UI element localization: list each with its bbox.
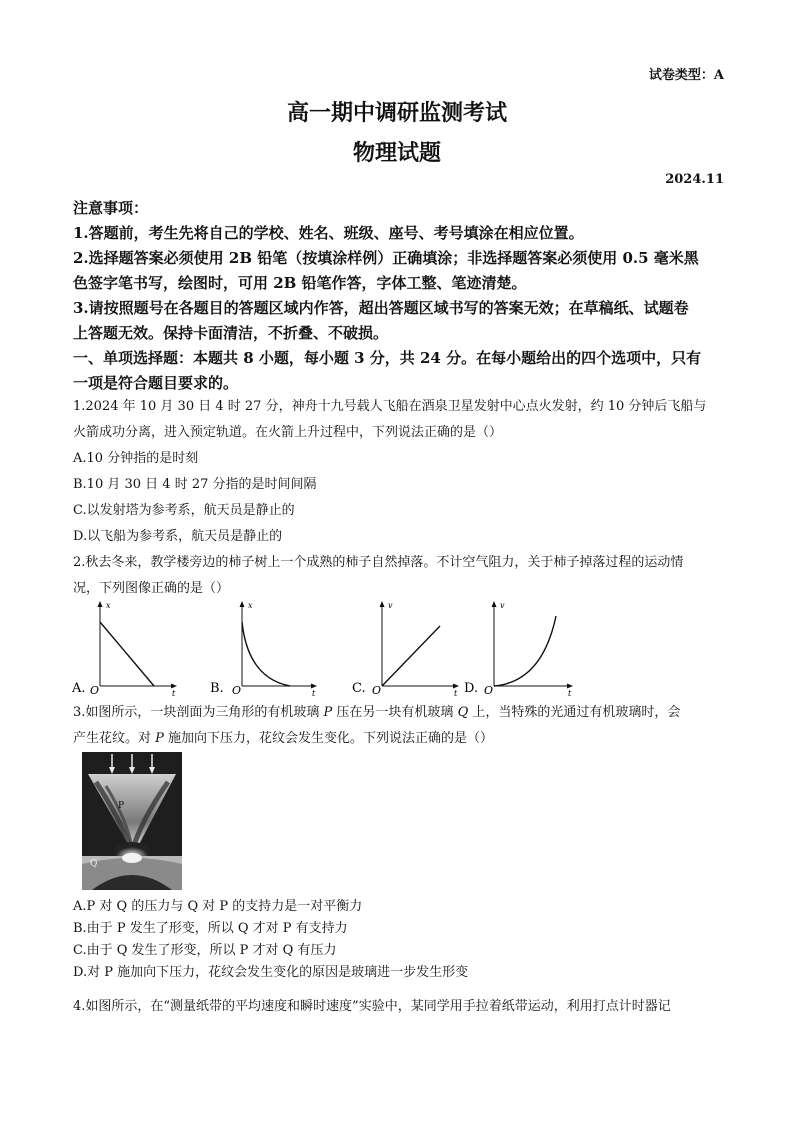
graph-label: D. <box>464 681 479 696</box>
graph-d <box>464 598 580 698</box>
graph-curve <box>242 622 290 686</box>
graph-curve <box>494 616 556 686</box>
graph-label: B. <box>210 681 224 696</box>
question-text: 1.2024 年 10 月 30 日 4 时 27 分，神舟十九号载人飞船在酒泉卫星发射中心点火发射，约 10 分钟后飞船与 <box>73 399 707 414</box>
question-text: 产生花纹。对 P 施加向下压力，花纹会发生变化。下列说法正确的是（） <box>73 731 494 746</box>
subject-title: 物理试题 <box>352 140 441 166</box>
notice-item: 3.请按照题号在各题目的答题区域内作答，超出答题区域书写的答案无效；在草稿纸、试题卷 <box>73 299 689 317</box>
option-c: C.由于 Q 发生了形变，所以 P 才对 Q 有压力 <box>73 943 337 958</box>
origin-label: O <box>232 684 242 697</box>
graph-curve <box>382 626 440 686</box>
notice-section <box>73 196 723 396</box>
option-b: B.由于 P 发生了形变，所以 Q 才对 P 有支持力 <box>73 921 348 936</box>
axis-y-label: v <box>500 601 505 610</box>
graph-a <box>72 598 182 698</box>
axis-x-label: t <box>312 689 316 698</box>
question-3 <box>73 700 723 752</box>
axis-x-label: t <box>172 689 176 698</box>
axis-y-label: x <box>106 601 111 610</box>
exam-title: 高一期中调研监测考试 <box>286 100 507 126</box>
photoelastic-photo <box>82 752 182 890</box>
exam-date: 2024.11 <box>665 172 724 187</box>
origin-label: O <box>90 684 100 697</box>
question-3-options <box>73 896 468 984</box>
section-heading-cont: 一项是符合题目要求的。 <box>73 374 239 392</box>
question-text: 4.如图所示，在“测量纸带的平均速度和瞬时速度”实验中，某同学用手拉着纸带运动，利用打点计时器记 <box>73 999 671 1014</box>
question-1 <box>73 394 723 550</box>
notice-heading: 注意事项： <box>73 199 149 217</box>
option-a: A.10 分钟指的是时刻 <box>73 451 199 466</box>
option-c: C.以发射塔为参考系，航天员是静止的 <box>73 503 295 518</box>
paper-type: 试卷类型：A <box>648 68 724 83</box>
option-d: D.对 P 施加向下压力，花纹会发生变化的原因是玻璃进一步发生形变 <box>73 965 469 980</box>
section-heading: 一、单项选择题：本题共 8 小题，每小题 3 分，共 24 分。在每小题给出的四个选项中，只有 <box>73 349 702 367</box>
photo-label-q: Q <box>90 859 98 869</box>
question-text: 3.如图所示，一块剖面为三角形的有机玻璃 P 压在另一块有机玻璃 Q 上，当特殊的光通过有机玻璃时，会 <box>73 705 681 720</box>
axis-x-label: t <box>568 689 572 698</box>
graph-label: C. <box>352 681 366 696</box>
graph-curve <box>100 622 154 686</box>
origin-label: O <box>372 684 382 697</box>
option-d: D.以飞船为参考系，航天员是静止的 <box>73 529 283 544</box>
question-text: 2.秋去冬来，教学楼旁边的柿子树上一个成熟的柿子自然掉落。不计空气阻力，关于柿子掉落过程的运动情 <box>73 555 684 570</box>
axis-y-label: v <box>388 601 393 610</box>
axis-x-label: t <box>454 689 458 698</box>
notice-item: 1.答题前，考生先将自己的学校、姓名、班级、座号、考号填涂在相应位置。 <box>73 224 584 242</box>
graph-b <box>210 598 320 698</box>
option-b: B.10 月 30 日 4 时 27 分指的是时间间隔 <box>73 477 317 492</box>
photo-label-p: P <box>118 801 125 811</box>
question-text: 火箭成功分离，进入预定轨道。在火箭上升过程中，下列说法正确的是（） <box>73 425 503 440</box>
option-a: A.P 对 Q 的压力与 Q 对 P 的支持力是一对平衡力 <box>73 899 363 914</box>
notice-item: 上答题无效。保持卡面清洁，不折叠、不破损。 <box>73 324 389 342</box>
notice-item: 色签字笔书写，绘图时，可用 2B 铅笔作答，字体工整、笔迹清楚。 <box>73 274 527 292</box>
origin-label: O <box>484 684 494 697</box>
axis-y-label: x <box>248 601 253 610</box>
graph-c <box>352 598 462 698</box>
graph-label: A. <box>72 681 86 696</box>
question-4 <box>73 994 723 1020</box>
question-text: 况，下列图像正确的是（） <box>73 581 230 596</box>
notice-item: 2.选择题答案必须使用 2B 铅笔（按填涂样例）正确填涂；非选择题答案必须使用 0.5 毫米黑 <box>73 249 699 267</box>
question-2 <box>73 550 723 602</box>
